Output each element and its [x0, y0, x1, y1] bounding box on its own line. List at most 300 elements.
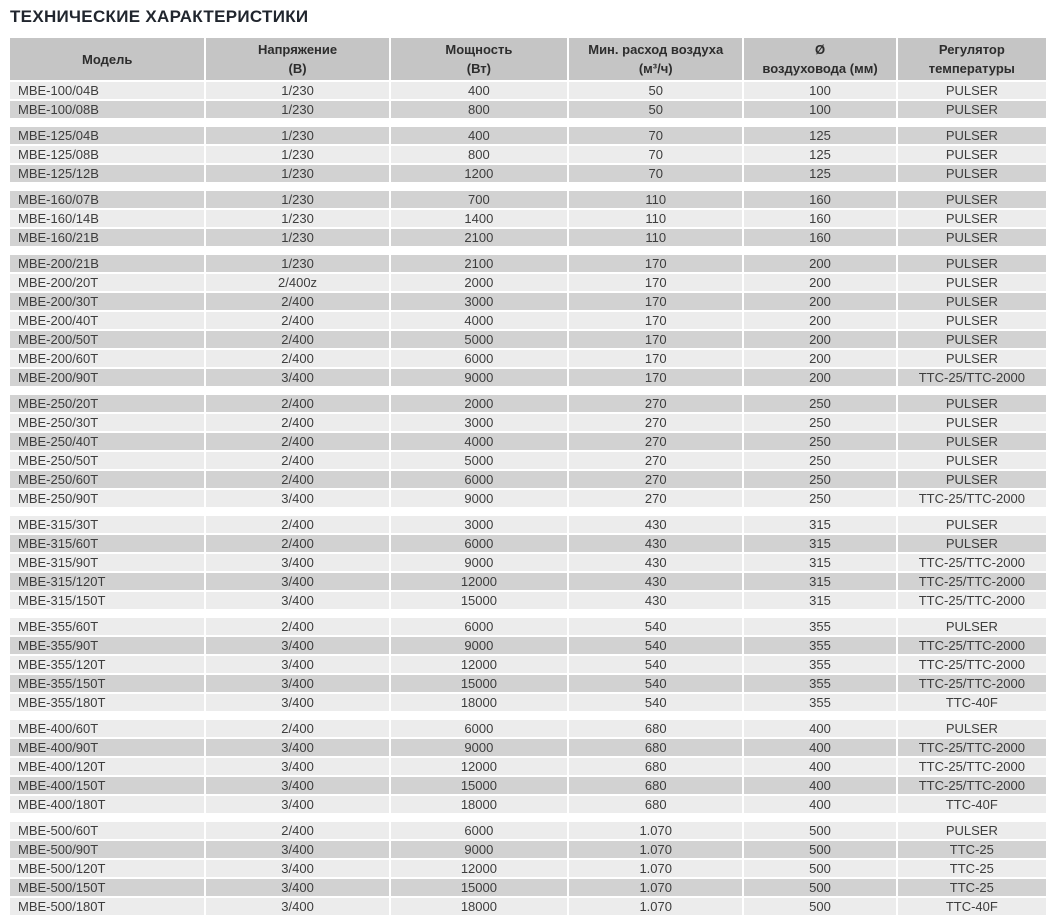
cell-duct: 250	[744, 490, 895, 507]
cell-airflow: 170	[569, 255, 742, 272]
cell-voltage: 2/400	[206, 414, 388, 431]
cell-duct: 250	[744, 414, 895, 431]
cell-model: MBE-500/180T	[10, 898, 204, 915]
cell-regulator: TTC-40F	[898, 898, 1046, 915]
cell-regulator: PULSER	[898, 274, 1046, 291]
cell-duct: 500	[744, 879, 895, 896]
cell-model: MBE-200/40T	[10, 312, 204, 329]
group-spacer-row	[10, 815, 1046, 820]
cell-power: 2100	[391, 255, 567, 272]
cell-regulator: TTC-25/TTC-2000	[898, 675, 1046, 692]
cell-duct: 315	[744, 573, 895, 590]
header-row	[10, 38, 1046, 80]
cell-airflow: 170	[569, 293, 742, 310]
cell-airflow: 1.070	[569, 822, 742, 839]
cell-model: MBE-500/60T	[10, 822, 204, 839]
group-spacer-row	[10, 248, 1046, 253]
group-spacer-cell	[10, 713, 1046, 718]
column-header-line1: Регулятор	[938, 42, 1005, 57]
cell-voltage: 3/400	[206, 656, 388, 673]
cell-model: MBE-160/14B	[10, 210, 204, 227]
cell-airflow: 680	[569, 720, 742, 737]
table-row	[10, 637, 1046, 654]
table-row	[10, 573, 1046, 590]
column-header-model	[10, 38, 204, 80]
cell-duct: 400	[744, 739, 895, 756]
cell-power: 2100	[391, 229, 567, 246]
cell-duct: 355	[744, 637, 895, 654]
table-row	[10, 796, 1046, 813]
cell-regulator: TTC-25/TTC-2000	[898, 592, 1046, 609]
cell-voltage: 3/400	[206, 573, 388, 590]
cell-regulator: PULSER	[898, 210, 1046, 227]
table-row	[10, 841, 1046, 858]
cell-regulator: PULSER	[898, 293, 1046, 310]
cell-model: MBE-500/120T	[10, 860, 204, 877]
cell-model: MBE-250/60T	[10, 471, 204, 488]
cell-power: 18000	[391, 694, 567, 711]
page-title: ТЕХНИЧЕСКИЕ ХАРАКТЕРИСТИКИ	[10, 7, 309, 26]
cell-duct: 400	[744, 796, 895, 813]
cell-regulator: PULSER	[898, 127, 1046, 144]
cell-duct: 315	[744, 516, 895, 533]
cell-model: MBE-355/120T	[10, 656, 204, 673]
cell-duct: 400	[744, 720, 895, 737]
table-row	[10, 293, 1046, 310]
cell-voltage: 3/400	[206, 592, 388, 609]
cell-airflow: 1.070	[569, 898, 742, 915]
cell-voltage: 2/400	[206, 350, 388, 367]
cell-model: MBE-200/50T	[10, 331, 204, 348]
cell-voltage: 2/400	[206, 312, 388, 329]
cell-airflow: 430	[569, 516, 742, 533]
cell-regulator: PULSER	[898, 822, 1046, 839]
cell-voltage: 1/230	[206, 82, 388, 99]
cell-duct: 200	[744, 274, 895, 291]
cell-voltage: 1/230	[206, 229, 388, 246]
column-header-line2: температуры	[928, 61, 1015, 76]
cell-airflow: 430	[569, 592, 742, 609]
specs-table	[8, 36, 1048, 917]
table-row	[10, 274, 1046, 291]
group-spacer-cell	[10, 248, 1046, 253]
table-row	[10, 656, 1046, 673]
cell-regulator: PULSER	[898, 720, 1046, 737]
group-spacer-cell	[10, 611, 1046, 616]
cell-regulator: PULSER	[898, 82, 1046, 99]
cell-airflow: 70	[569, 146, 742, 163]
table-row	[10, 516, 1046, 533]
cell-regulator: TTC-25/TTC-2000	[898, 369, 1046, 386]
cell-model: MBE-400/150T	[10, 777, 204, 794]
cell-airflow: 1.070	[569, 879, 742, 896]
cell-voltage: 3/400	[206, 796, 388, 813]
cell-model: MBE-400/120T	[10, 758, 204, 775]
column-header-line2: (В)	[288, 61, 307, 76]
group-spacer-row	[10, 388, 1046, 393]
cell-voltage: 3/400	[206, 898, 388, 915]
cell-airflow: 50	[569, 82, 742, 99]
cell-power: 9000	[391, 369, 567, 386]
cell-regulator: PULSER	[898, 165, 1046, 182]
cell-model: MBE-125/04B	[10, 127, 204, 144]
cell-power: 800	[391, 101, 567, 118]
cell-regulator: TTC-25	[898, 841, 1046, 858]
cell-regulator: PULSER	[898, 229, 1046, 246]
cell-voltage: 3/400	[206, 369, 388, 386]
cell-voltage: 2/400	[206, 471, 388, 488]
cell-regulator: PULSER	[898, 414, 1046, 431]
cell-power: 9000	[391, 554, 567, 571]
cell-model: MBE-200/30T	[10, 293, 204, 310]
table-row	[10, 433, 1046, 450]
table-row	[10, 490, 1046, 507]
cell-duct: 125	[744, 127, 895, 144]
cell-duct: 100	[744, 82, 895, 99]
cell-duct: 500	[744, 860, 895, 877]
cell-voltage: 2/400	[206, 822, 388, 839]
cell-voltage: 3/400	[206, 675, 388, 692]
cell-model: MBE-400/180T	[10, 796, 204, 813]
cell-voltage: 2/400	[206, 535, 388, 552]
table-row	[10, 898, 1046, 915]
cell-power: 12000	[391, 860, 567, 877]
cell-voltage: 1/230	[206, 255, 388, 272]
group-spacer-cell	[10, 509, 1046, 514]
table-row	[10, 879, 1046, 896]
cell-duct: 355	[744, 656, 895, 673]
cell-regulator: PULSER	[898, 452, 1046, 469]
cell-duct: 125	[744, 146, 895, 163]
table-row	[10, 255, 1046, 272]
specs-table-body	[10, 82, 1046, 915]
cell-regulator: PULSER	[898, 618, 1046, 635]
cell-duct: 200	[744, 293, 895, 310]
cell-voltage: 1/230	[206, 191, 388, 208]
cell-model: MBE-125/12B	[10, 165, 204, 182]
cell-duct: 160	[744, 210, 895, 227]
cell-airflow: 430	[569, 573, 742, 590]
cell-model: MBE-315/30T	[10, 516, 204, 533]
group-spacer-row	[10, 713, 1046, 718]
cell-regulator: PULSER	[898, 471, 1046, 488]
cell-airflow: 50	[569, 101, 742, 118]
cell-airflow: 680	[569, 739, 742, 756]
cell-duct: 160	[744, 229, 895, 246]
column-header-line1: Мин. расход воздуха	[588, 42, 724, 57]
cell-duct: 125	[744, 165, 895, 182]
cell-voltage: 3/400	[206, 758, 388, 775]
table-row	[10, 127, 1046, 144]
specs-table-head	[10, 38, 1046, 80]
cell-model: MBE-355/180T	[10, 694, 204, 711]
cell-power: 4000	[391, 433, 567, 450]
cell-airflow: 540	[569, 656, 742, 673]
cell-power: 6000	[391, 350, 567, 367]
cell-voltage: 2/400	[206, 395, 388, 412]
cell-airflow: 270	[569, 471, 742, 488]
column-header-line2: (м³/ч)	[638, 61, 673, 76]
cell-power: 400	[391, 127, 567, 144]
table-row	[10, 720, 1046, 737]
cell-voltage: 1/230	[206, 210, 388, 227]
cell-power: 2000	[391, 274, 567, 291]
cell-regulator: TTC-25	[898, 860, 1046, 877]
cell-regulator: PULSER	[898, 516, 1046, 533]
cell-voltage: 2/400	[206, 433, 388, 450]
table-row	[10, 675, 1046, 692]
cell-voltage: 2/400	[206, 618, 388, 635]
cell-power: 15000	[391, 592, 567, 609]
cell-airflow: 680	[569, 758, 742, 775]
cell-model: MBE-200/90T	[10, 369, 204, 386]
group-spacer-cell	[10, 184, 1046, 189]
table-row	[10, 331, 1046, 348]
cell-regulator: TTC-25	[898, 879, 1046, 896]
cell-duct: 160	[744, 191, 895, 208]
cell-airflow: 110	[569, 191, 742, 208]
cell-airflow: 430	[569, 554, 742, 571]
table-row	[10, 535, 1046, 552]
group-spacer-cell	[10, 388, 1046, 393]
cell-airflow: 270	[569, 452, 742, 469]
cell-voltage: 2/400z	[206, 274, 388, 291]
cell-power: 3000	[391, 293, 567, 310]
cell-model: MBE-160/21B	[10, 229, 204, 246]
cell-power: 15000	[391, 879, 567, 896]
cell-regulator: TTC-40F	[898, 796, 1046, 813]
cell-power: 15000	[391, 675, 567, 692]
cell-power: 6000	[391, 720, 567, 737]
column-header-duct	[744, 38, 895, 80]
cell-duct: 355	[744, 618, 895, 635]
table-row	[10, 618, 1046, 635]
cell-regulator: PULSER	[898, 331, 1046, 348]
cell-model: MBE-100/08B	[10, 101, 204, 118]
cell-power: 5000	[391, 452, 567, 469]
cell-power: 18000	[391, 898, 567, 915]
cell-model: MBE-315/120T	[10, 573, 204, 590]
cell-power: 12000	[391, 573, 567, 590]
cell-voltage: 3/400	[206, 777, 388, 794]
cell-model: MBE-500/90T	[10, 841, 204, 858]
cell-voltage: 2/400	[206, 293, 388, 310]
table-row	[10, 822, 1046, 839]
cell-model: MBE-250/30T	[10, 414, 204, 431]
table-row	[10, 777, 1046, 794]
cell-voltage: 3/400	[206, 554, 388, 571]
group-spacer-cell	[10, 815, 1046, 820]
cell-regulator: TTC-25/TTC-2000	[898, 758, 1046, 775]
cell-model: MBE-315/60T	[10, 535, 204, 552]
cell-model: MBE-400/90T	[10, 739, 204, 756]
cell-regulator: PULSER	[898, 350, 1046, 367]
cell-duct: 355	[744, 675, 895, 692]
column-header-line1: Модель	[82, 51, 133, 67]
cell-voltage: 3/400	[206, 879, 388, 896]
cell-power: 4000	[391, 312, 567, 329]
cell-power: 6000	[391, 618, 567, 635]
table-row	[10, 369, 1046, 386]
cell-power: 400	[391, 82, 567, 99]
table-row	[10, 191, 1046, 208]
cell-model: MBE-200/60T	[10, 350, 204, 367]
cell-power: 18000	[391, 796, 567, 813]
cell-power: 9000	[391, 490, 567, 507]
table-row	[10, 395, 1046, 412]
cell-airflow: 270	[569, 490, 742, 507]
cell-duct: 200	[744, 255, 895, 272]
table-row	[10, 758, 1046, 775]
cell-airflow: 680	[569, 777, 742, 794]
table-row	[10, 452, 1046, 469]
cell-airflow: 540	[569, 618, 742, 635]
table-row	[10, 101, 1046, 118]
cell-regulator: PULSER	[898, 101, 1046, 118]
cell-power: 15000	[391, 777, 567, 794]
cell-model: MBE-250/50T	[10, 452, 204, 469]
cell-duct: 200	[744, 312, 895, 329]
cell-airflow: 70	[569, 165, 742, 182]
cell-power: 6000	[391, 471, 567, 488]
column-header-regulator	[898, 38, 1046, 80]
cell-power: 6000	[391, 535, 567, 552]
table-row	[10, 350, 1046, 367]
column-header-line1: Ø	[814, 42, 826, 57]
cell-airflow: 270	[569, 395, 742, 412]
group-spacer-cell	[10, 120, 1046, 125]
cell-power: 9000	[391, 637, 567, 654]
cell-voltage: 3/400	[206, 841, 388, 858]
cell-voltage: 2/400	[206, 452, 388, 469]
cell-voltage: 2/400	[206, 720, 388, 737]
cell-power: 800	[391, 146, 567, 163]
cell-airflow: 1.070	[569, 841, 742, 858]
cell-regulator: PULSER	[898, 535, 1046, 552]
cell-regulator: TTC-40F	[898, 694, 1046, 711]
cell-duct: 250	[744, 471, 895, 488]
cell-airflow: 170	[569, 331, 742, 348]
cell-duct: 250	[744, 433, 895, 450]
cell-voltage: 3/400	[206, 739, 388, 756]
cell-regulator: TTC-25/TTC-2000	[898, 554, 1046, 571]
cell-power: 1400	[391, 210, 567, 227]
cell-power: 9000	[391, 841, 567, 858]
cell-regulator: TTC-25/TTC-2000	[898, 573, 1046, 590]
cell-regulator: TTC-25/TTC-2000	[898, 490, 1046, 507]
column-header-voltage	[206, 38, 388, 80]
column-header-line2: (Вт)	[466, 61, 492, 76]
cell-duct: 500	[744, 898, 895, 915]
cell-model: MBE-500/150T	[10, 879, 204, 896]
cell-duct: 500	[744, 841, 895, 858]
cell-voltage: 1/230	[206, 127, 388, 144]
cell-duct: 400	[744, 777, 895, 794]
cell-regulator: PULSER	[898, 312, 1046, 329]
table-row	[10, 82, 1046, 99]
cell-regulator: PULSER	[898, 146, 1046, 163]
cell-duct: 100	[744, 101, 895, 118]
cell-airflow: 270	[569, 414, 742, 431]
table-row	[10, 592, 1046, 609]
cell-duct: 200	[744, 331, 895, 348]
cell-model: MBE-315/90T	[10, 554, 204, 571]
cell-power: 5000	[391, 331, 567, 348]
cell-airflow: 110	[569, 210, 742, 227]
cell-airflow: 540	[569, 675, 742, 692]
cell-voltage: 2/400	[206, 331, 388, 348]
cell-airflow: 680	[569, 796, 742, 813]
cell-power: 9000	[391, 739, 567, 756]
table-row	[10, 312, 1046, 329]
cell-model: MBE-160/07B	[10, 191, 204, 208]
cell-regulator: TTC-25/TTC-2000	[898, 739, 1046, 756]
cell-power: 1200	[391, 165, 567, 182]
cell-regulator: PULSER	[898, 255, 1046, 272]
cell-duct: 315	[744, 535, 895, 552]
cell-model: MBE-250/20T	[10, 395, 204, 412]
cell-voltage: 1/230	[206, 101, 388, 118]
cell-duct: 250	[744, 452, 895, 469]
cell-model: MBE-250/90T	[10, 490, 204, 507]
table-row	[10, 414, 1046, 431]
cell-duct: 250	[744, 395, 895, 412]
cell-voltage: 2/400	[206, 516, 388, 533]
cell-voltage: 3/400	[206, 490, 388, 507]
column-header-line1: Напряжение	[257, 42, 338, 57]
cell-power: 12000	[391, 656, 567, 673]
cell-voltage: 1/230	[206, 146, 388, 163]
cell-regulator: PULSER	[898, 433, 1046, 450]
cell-regulator: TTC-25/TTC-2000	[898, 777, 1046, 794]
table-row	[10, 554, 1046, 571]
cell-model: MBE-315/150T	[10, 592, 204, 609]
cell-model: MBE-250/40T	[10, 433, 204, 450]
group-spacer-row	[10, 184, 1046, 189]
cell-airflow: 1.070	[569, 860, 742, 877]
table-row	[10, 694, 1046, 711]
cell-duct: 315	[744, 554, 895, 571]
cell-model: MBE-100/04B	[10, 82, 204, 99]
cell-voltage: 3/400	[206, 694, 388, 711]
cell-power: 3000	[391, 414, 567, 431]
table-row	[10, 860, 1046, 877]
cell-regulator: TTC-25/TTC-2000	[898, 656, 1046, 673]
cell-power: 6000	[391, 822, 567, 839]
cell-model: MBE-200/21B	[10, 255, 204, 272]
column-header-line2: воздуховода (мм)	[762, 61, 878, 76]
cell-duct: 200	[744, 369, 895, 386]
group-spacer-row	[10, 611, 1046, 616]
cell-power: 12000	[391, 758, 567, 775]
column-header-airflow	[569, 38, 742, 80]
cell-voltage: 3/400	[206, 637, 388, 654]
cell-model: MBE-355/60T	[10, 618, 204, 635]
table-row	[10, 229, 1046, 246]
group-spacer-row	[10, 509, 1046, 514]
cell-airflow: 540	[569, 637, 742, 654]
table-row	[10, 210, 1046, 227]
cell-power: 700	[391, 191, 567, 208]
cell-model: MBE-400/60T	[10, 720, 204, 737]
cell-duct: 200	[744, 350, 895, 367]
cell-duct: 500	[744, 822, 895, 839]
cell-airflow: 110	[569, 229, 742, 246]
cell-airflow: 170	[569, 312, 742, 329]
cell-power: 2000	[391, 395, 567, 412]
cell-airflow: 270	[569, 433, 742, 450]
cell-model: MBE-355/90T	[10, 637, 204, 654]
